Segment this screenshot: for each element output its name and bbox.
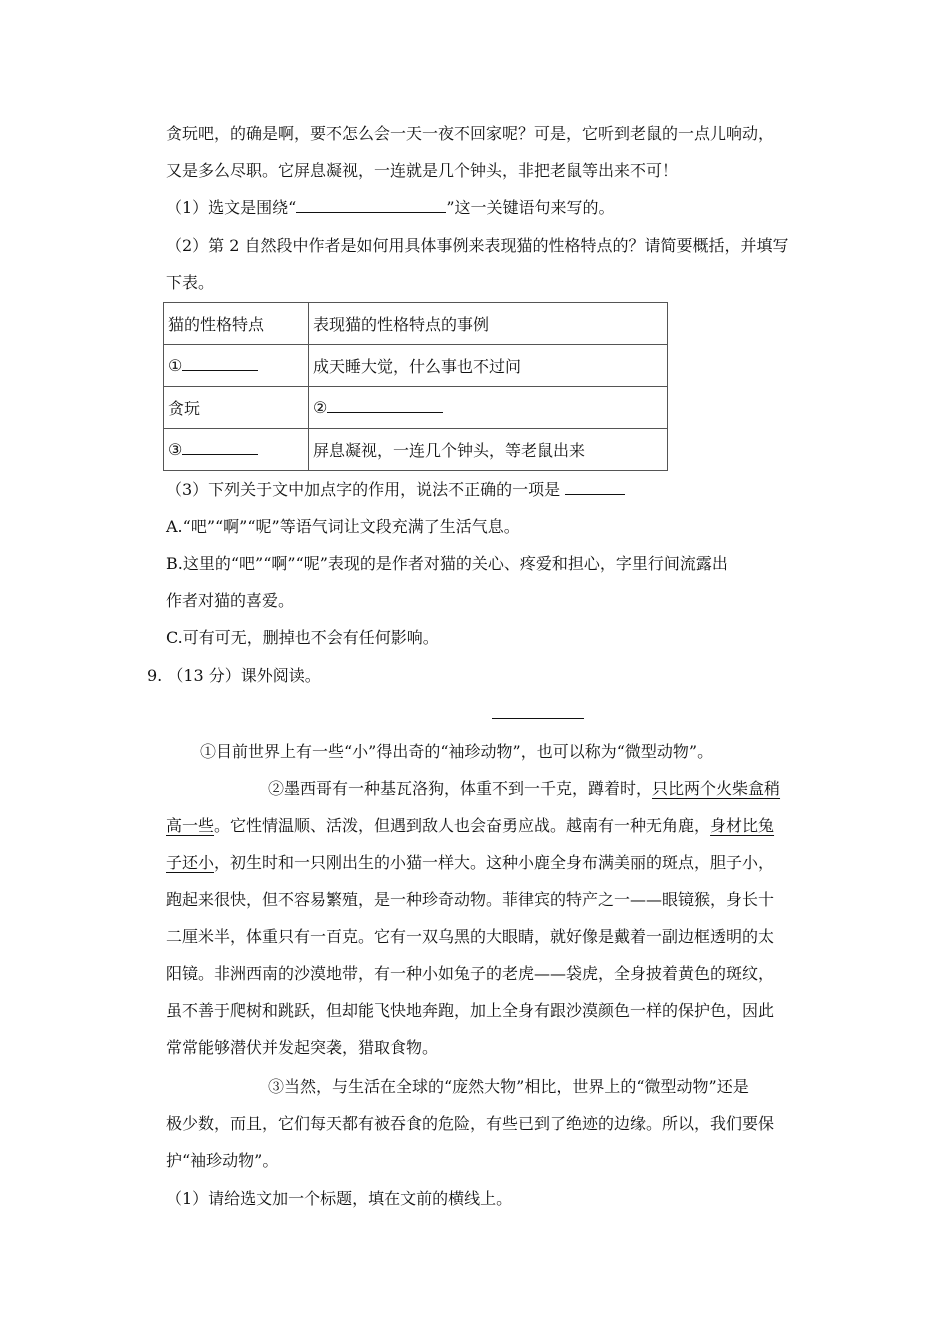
paragraph-2-line [268, 779, 780, 799]
text-run: ②墨西哥有一种基瓦洛狗，体重不到一千克，蹲着时， [268, 779, 653, 798]
underlined-phrase: 高一些 [166, 816, 215, 835]
paragraph-2-line: 阳镜。非洲西南的沙漠地带，有一种小如兔子的老虎——袋虎，全身披着黄色的斑纹， [166, 964, 775, 983]
underlined-phrase: 只比两个火柴盒稍 [652, 779, 781, 798]
title-blank[interactable] [492, 718, 584, 719]
answer-blank[interactable] [182, 356, 258, 371]
passage-line: 又是多么尽职。它屏息凝视，一连就是几个钟头，非把老鼠等出来不可！ [166, 161, 679, 180]
table-header: 表现猫的性格特点的事例 [309, 303, 668, 345]
text-run: 。它性情温顺、活泼，但遇到敌人也会奋勇应战。越南有一种无角鹿， [214, 816, 711, 835]
question-title: （13 分）课外阅读。 [167, 666, 321, 685]
paragraph-2-line [166, 816, 774, 836]
question-2-line: 下表。 [166, 273, 215, 292]
table-cell: 成天睡大觉，什么事也不过问 [309, 345, 668, 387]
q1-suffix: ”这一关键语句来写的。 [446, 198, 615, 217]
question-9-header [147, 666, 321, 686]
paragraph-3-line: 护“袖珍动物”。 [166, 1151, 279, 1170]
question-2-line: （2）第 2 自然段中作者是如何用具体事例来表现猫的性格特点的？请简要概括，并填写 [166, 236, 789, 255]
trait-table [163, 302, 668, 471]
cell-marker: ② [313, 398, 328, 417]
paragraph-3-line: 极少数，而且，它们每天都有被吞食的危险，有些已到了绝迹的边缘。所以，我们要保 [166, 1114, 775, 1133]
table-row [164, 429, 668, 471]
answer-blank[interactable] [296, 198, 446, 213]
paragraph-2-line: 跑起来很快，但不容易繁殖，是一种珍奇动物。菲律宾的特产之一——眼镜猴，身长十 [166, 890, 775, 909]
paragraph-1: ①目前世界上有一些“小”得出奇的“袖珍动物”，也可以称为“微型动物”。 [200, 742, 714, 761]
answer-blank[interactable] [565, 480, 625, 495]
table-header-row [164, 303, 668, 345]
paragraph-2-line: 虽不善于爬树和跳跃，但却能飞快地奔跑，加上全身有跟沙漠颜色一样的保护色，因此 [166, 1001, 775, 1020]
table-header: 猫的性格特点 [164, 303, 309, 345]
table-cell [309, 387, 668, 429]
option-a: A.“吧”“啊”“呢”等语气词让文段充满了生活气息。 [166, 517, 520, 536]
cell-marker: ③ [168, 440, 183, 459]
underlined-phrase: 子还小 [166, 853, 215, 872]
text-run: ，初生时和一只刚出生的小猫一样大。这种小鹿全身布满美丽的斑点，胆子小， [214, 853, 775, 872]
question-3 [166, 480, 625, 500]
option-b-cont: 作者对猫的喜爱。 [166, 591, 295, 610]
paragraph-2-line: 常常能够潜伏并发起突袭，猎取食物。 [166, 1038, 439, 1057]
option-b: B.这里的“吧”“啊”“呢”表现的是作者对猫的关心、疼爱和担心，字里行间流露出 [166, 554, 728, 573]
q1-prefix: （1）选文是围绕“ [166, 198, 297, 217]
table-row [164, 345, 668, 387]
question-number: 9. [147, 666, 163, 685]
answer-blank[interactable] [327, 398, 443, 413]
table-cell: 屏息凝视，一连几个钟头，等老鼠出来 [309, 429, 668, 471]
paragraph-3-line: ③当然，与生活在全球的“庞然大物”相比，世界上的“微型动物”还是 [268, 1077, 749, 1096]
table-cell [164, 429, 309, 471]
cell-marker: ① [168, 356, 183, 375]
table-row [164, 387, 668, 429]
question-1 [166, 198, 615, 218]
paragraph-2-line: 二厘米半，体重只有一百克。它有一双乌黑的大眼睛，就好像是戴着一副边框透明的太 [166, 927, 775, 946]
option-c: C.可有可无，删掉也不会有任何影响。 [166, 628, 439, 647]
passage-line: 贪玩吧，的确是啊，要不怎么会一天一夜不回家呢？可是，它听到老鼠的一点儿响动， [166, 124, 775, 143]
table-cell [164, 345, 309, 387]
paragraph-2-line [166, 853, 774, 873]
q3-stem: （3）下列关于文中加点字的作用，说法不正确的一项是 [166, 480, 561, 499]
underlined-phrase: 身材比兔 [710, 816, 775, 835]
answer-blank[interactable] [182, 440, 258, 455]
sub-question-1: （1）请给选文加一个标题，填在文前的横线上。 [166, 1189, 513, 1208]
table-cell: 贪玩 [164, 387, 309, 429]
